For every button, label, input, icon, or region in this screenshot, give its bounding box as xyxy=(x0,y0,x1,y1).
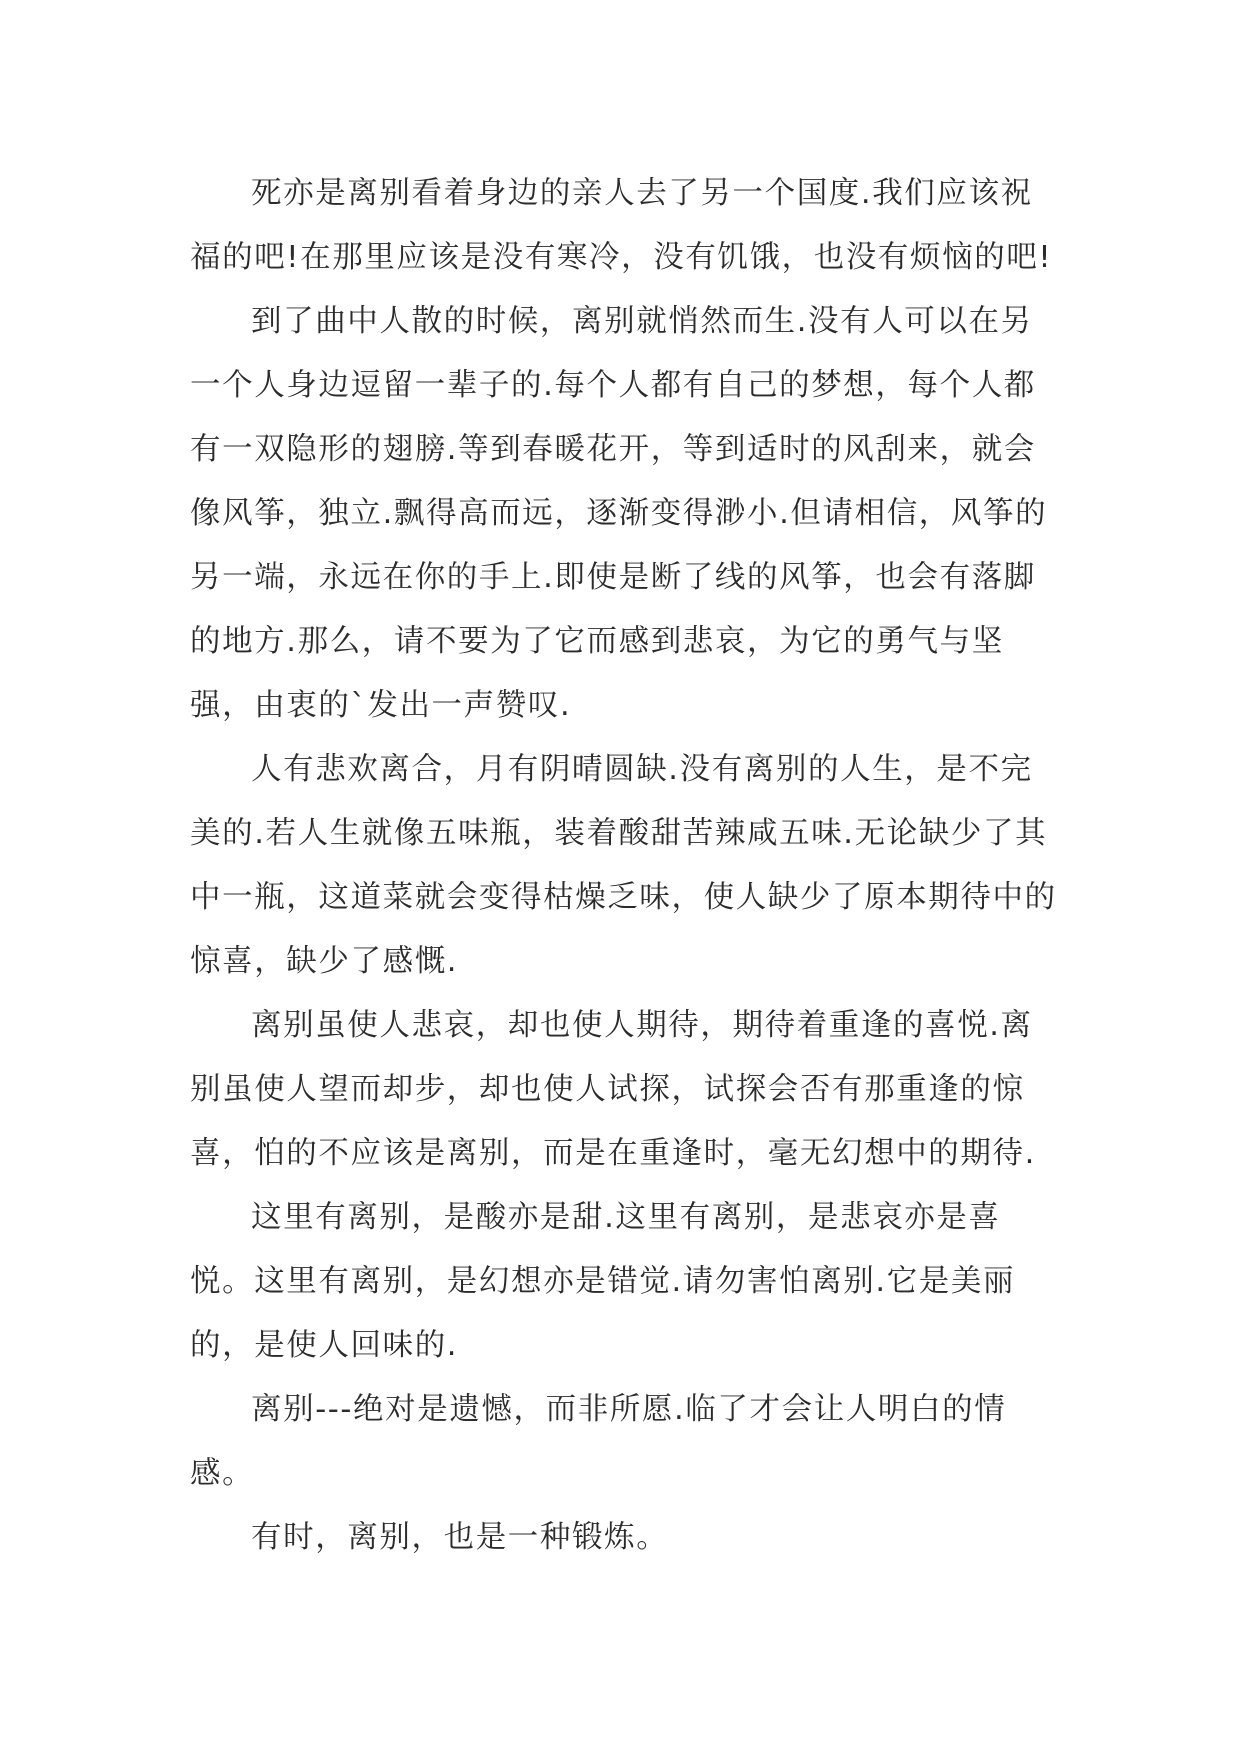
document-body xyxy=(190,162,1060,1570)
paragraph: 这里有离别，是酸亦是甜.这里有离别，是悲哀亦是喜悦。这里有离别，是幻想亦是错觉.请勿害怕离别.它是美丽的，是使人回味的. xyxy=(190,1200,1016,1363)
paragraph: 有时，离别，也是一种锻炼。 xyxy=(251,1520,669,1555)
paragraph: 离别虽使人悲哀，却也使人期待，期待着重逢的喜悦.离别虽使人望而却步，却也使人试探，试探会否有那重逢的惊喜，怕的不应该是离别，而是在重逢时，毫无幻想中的期待. xyxy=(190,1008,1036,1171)
paragraph: 离别---绝对是遗憾，而非所愿.临了才会让人明白的情感。 xyxy=(190,1392,1007,1491)
paragraph: 到了曲中人散的时候，离别就悄然而生.没有人可以在另一个人身边逗留一辈子的.每个人都有自己的梦想，每个人都有一双隐形的翅膀.等到春暖花开，等到适时的风刮来，就会像风筝，独立.飘得高而远，逐渐变得渺小.但请相信，风筝的另一端，永远在你的手上.即使是断了线的风筝，也会有落脚的地方.那么，请不要为了它而感到悲哀，为它的勇气与坚强，由衷的`发出一声赞叹. xyxy=(190,304,1048,723)
paragraph: 死亦是离别看着身边的亲人去了另一个国度.我们应该祝福的吧!在那里应该是没有寒冷，没有饥饿，也没有烦恼的吧! xyxy=(190,176,1053,275)
paragraph: 人有悲欢离合，月有阴晴圆缺.没有离别的人生，是不完美的.若人生就像五味瓶，装着酸甜苦辣咸五味.无论缺少了其中一瓶，这道菜就会变得枯燥乏味，使人缺少了原本期待中的惊喜，缺少了感慨. xyxy=(190,752,1057,979)
